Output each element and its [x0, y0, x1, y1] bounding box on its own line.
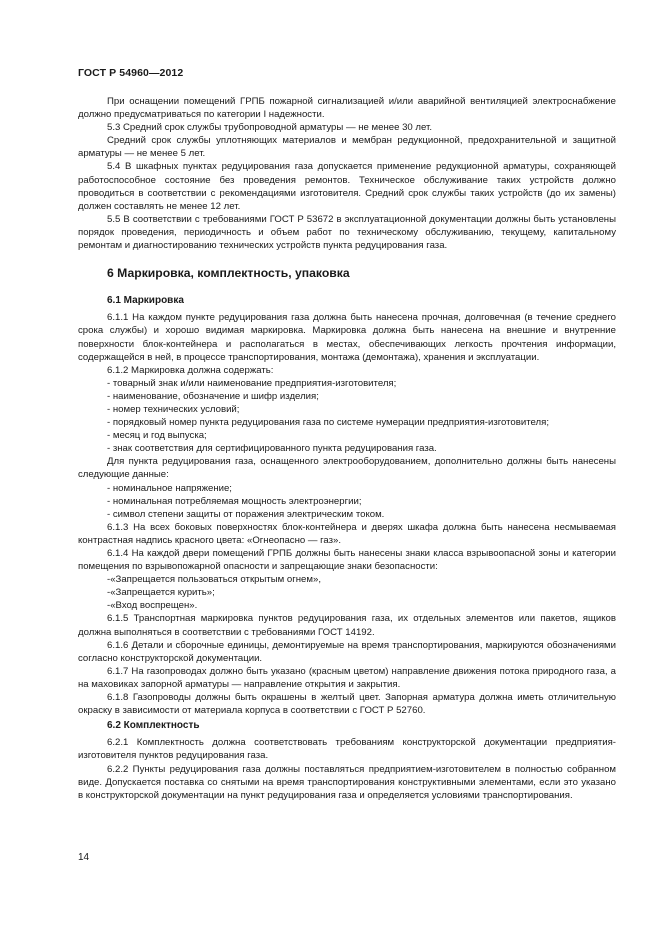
clause-6-1-7: 6.1.7 На газопроводах должно быть указано (красным цветом) направление движения потока природного газа, а на маховиках запорной арматуры — направление открытия и закрытия. [78, 665, 616, 690]
clause-6-1-4: 6.1.4 На каждой двери помещений ГРПБ должны быть нанесены знаки класса взрывоопасной зоны и категории помещения по взрывопожарной опасности и запрещающие знаки безопасности: [78, 548, 616, 573]
list-item: -«Вход воспрещен». [107, 600, 198, 612]
list-item: -«Запрещается курить»; [107, 587, 215, 599]
list-item: - номинальная потребляемая мощность электроэнергии; [107, 495, 362, 507]
list-item: - порядковый номер пункта редуцирования газа по системе нумерации предприятия-изготовителя; [107, 417, 549, 429]
clause-6-2-2: 6.2.2 Пункты редуцирования газа должны поставляться предприятием-изготовителем в полностью собранном виде. Допускается поставка со снятыми на время транспортирования конструктивными элементами, если это указано в конструкторской документации на пункт редуцирования газа и определяется условиями транспортирования. [78, 763, 616, 801]
list-item: - знак соответствия для сертифицированного пункта редуцирования газа. [107, 443, 437, 455]
paragraph: Для пункта редуцирования газа, оснащенного электрооборудованием, дополнительно должны быть нанесены следующие данные: [78, 456, 616, 481]
clause-6-2-1: 6.2.1 Комплектность должна соответствовать требованиям конструкторской документации предприятия-изготовителя пунктов редуцирования газа. [78, 737, 616, 762]
clause-6-1-3: 6.1.3 На всех боковых поверхностях блок-контейнера и дверях шкафа должна быть нанесена несмываемая контрастная надпись красного цвета: «Огнеопасно — газ». [78, 521, 616, 546]
clause-6-1-1: 6.1.1 На каждом пункте редуцирования газа должна быть нанесена прочная, долговечная (в течение среднего срока службы) и хорошо видимая маркировка. Маркировка должна быть нанесена на внешние и внутренние поверхности блок-контейнера и располагаться в местах, обеспечивающих легкость прочтения информации, содержащейся в ней, в процессе транспортирования, монтажа (демонтажа), хранения и эксплуатации. [78, 312, 616, 363]
list-item: -«Запрещается пользоваться открытым огнем», [107, 574, 321, 586]
page-number: 14 [78, 852, 90, 863]
list-item: - символ степени защиты от поражения электрическим током. [107, 508, 385, 520]
clause-6-1-6: 6.1.6 Детали и сборочные единицы, демонтируемые на время транспортирования, маркируются обозначениями согласно конструкторской документации. [78, 639, 616, 664]
section-heading-6: 6 Маркировка, комплектность, упаковка [107, 266, 350, 281]
subsection-heading-6-2: 6.2 Комплектность [107, 720, 200, 732]
clause-5-4: 5.4 В шкафных пунктах редуцирования газа допускается применение редукционной арматуры, сохраняющей работоспособное состояние без проведения ремонтов. Техническое обслуживание таких устройств должно проводиться в соответствии с рекомендациями изготовителя. Средний срок службы таких устройств (до их замены) должен составлять не менее 12 лет. [78, 161, 616, 212]
list-item: - номинальное напряжение; [107, 482, 232, 494]
document-header: ГОСТ Р 54960—2012 [78, 67, 184, 79]
clause-6-1-2: 6.1.2 Маркировка должна содержать: [107, 364, 274, 376]
document-body [78, 95, 616, 802]
clause-6-1-5: 6.1.5 Транспортная маркировка пунктов редуцирования газа, их отдельных элементов или пакетов, ящиков должна выполняться в соответствии с требованиями ГОСТ 14192. [78, 613, 616, 638]
paragraph: Средний срок службы уплотняющих материалов и мембран редукционной, предохранительной и защитной арматуры — не менее 5 лет. [78, 135, 616, 160]
list-item: - номер технических условий; [107, 403, 240, 415]
list-item: - наименование, обозначение и шифр изделия; [107, 390, 319, 402]
clause-5-5: 5.5 В соответствии с требованиями ГОСТ Р 53672 в эксплуатационной документации должны быть установлены порядок проведения, периодичность и объем работ по техническому обслуживанию, текущему, капитальному ремонтам и диагностированию технических устройств пункта редуцирования газа. [78, 213, 616, 252]
clause-5-3: 5.3 Средний срок службы трубопроводной арматуры — не менее 30 лет. [107, 122, 433, 134]
paragraph: При оснащении помещений ГРПБ пожарной сигнализацией и/или аварийной вентиляцией электроснабжение должно предусматриваться по категории I надежности. [78, 96, 616, 121]
subsection-heading-6-1: 6.1 Маркировка [107, 295, 184, 307]
clause-6-1-8: 6.1.8 Газопроводы должны быть окрашены в желтый цвет. Запорная арматура должна иметь отличительную окраску в зависимости от материала корпуса в соответствии с ГОСТ Р 52760. [78, 692, 616, 717]
list-item: - месяц и год выпуска; [107, 430, 207, 442]
list-item: - товарный знак и/или наименование предприятия-изготовителя; [107, 377, 397, 389]
